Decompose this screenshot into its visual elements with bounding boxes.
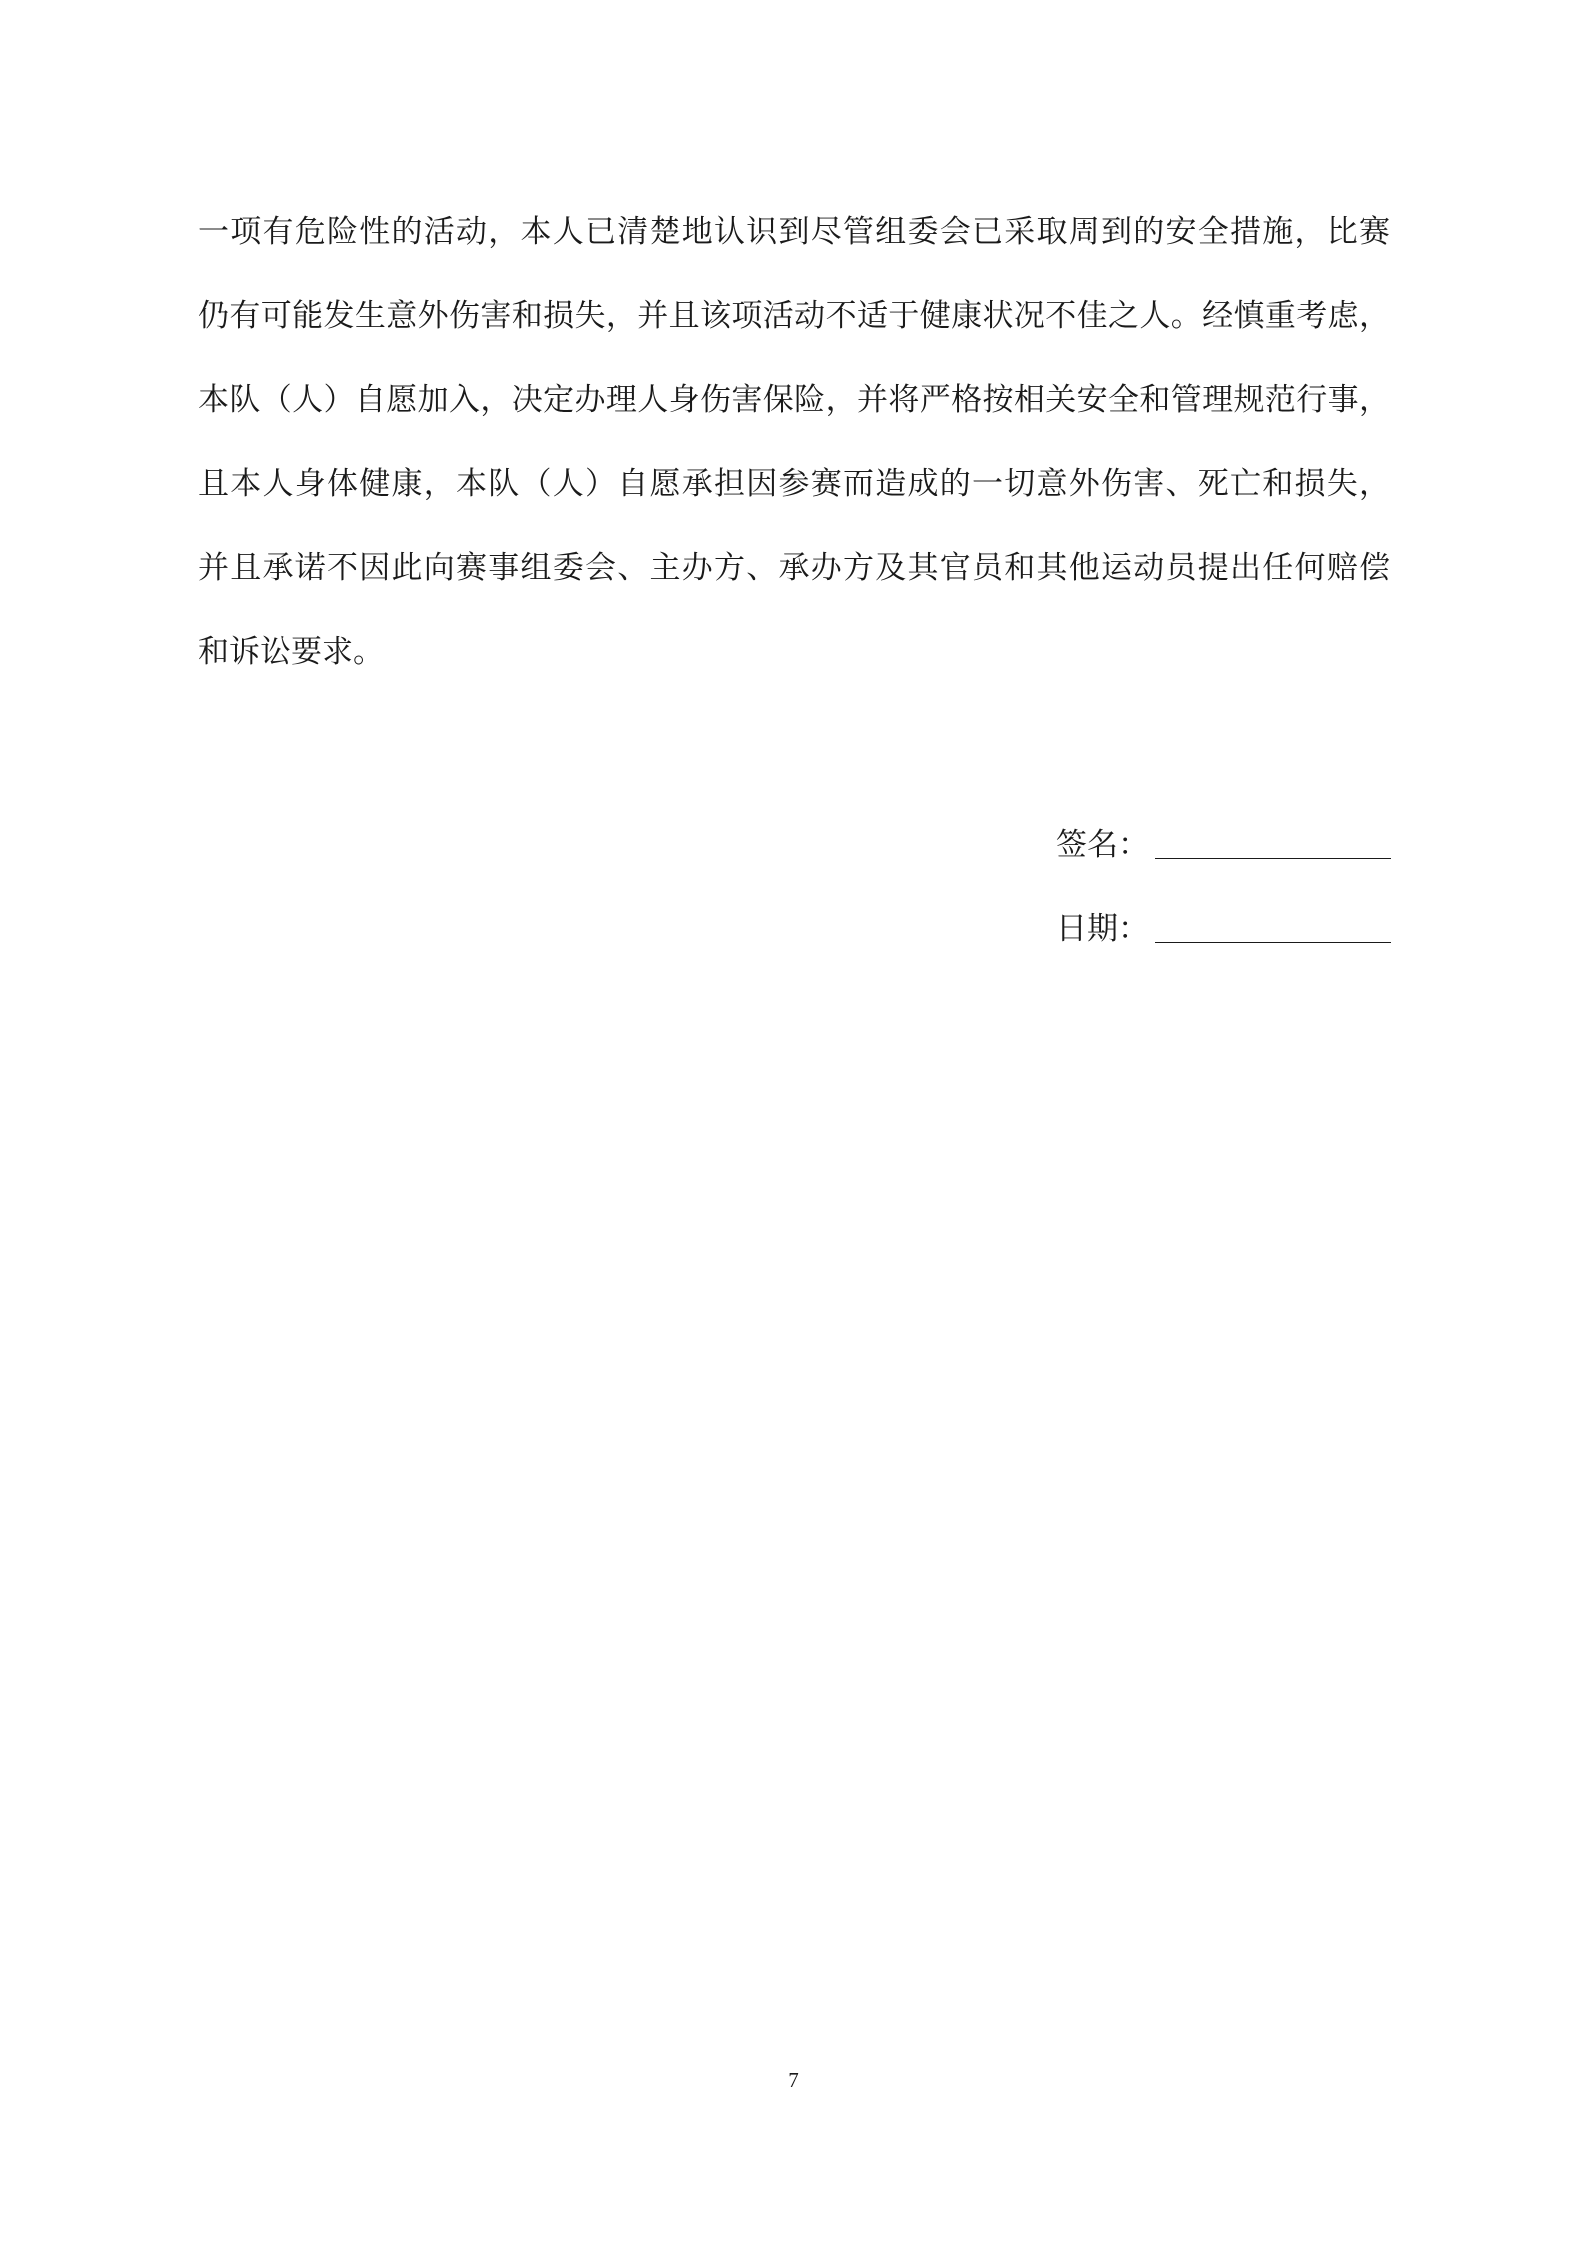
date-row [1056,869,1396,953]
date-label: 日期： [1056,911,1149,947]
signature-field[interactable] [1155,858,1391,859]
paragraph-line: 和诉讼要求。 [198,634,384,670]
signature-block [1056,785,1396,953]
signature-label: 签名： [1056,827,1149,863]
paragraph-line: 本队（人）自愿加入，决定办理人身伤害保险，并将严格按相关安全和管理规范行事， [198,382,1390,418]
paragraph-line: 仍有可能发生意外伤害和损失，并且该项活动不适于健康状况不佳之人。经慎重考虑， [198,298,1390,334]
paragraph-line: 一项有危险性的活动，本人已清楚地认识到尽管组委会已采取周到的安全措施，比赛 [198,214,1390,250]
page-number: 7 [788,2068,799,2092]
paragraph-line: 且本人身体健康，本队（人）自愿承担因参赛而造成的一切意外伤害、死亡和损失， [198,466,1390,502]
signature-row [1056,785,1396,869]
date-field[interactable] [1155,942,1391,943]
waiver-paragraph [198,200,1390,704]
paragraph-line: 并且承诺不因此向赛事组委会、主办方、承办方及其官员和其他运动员提出任何赔偿 [198,550,1390,586]
